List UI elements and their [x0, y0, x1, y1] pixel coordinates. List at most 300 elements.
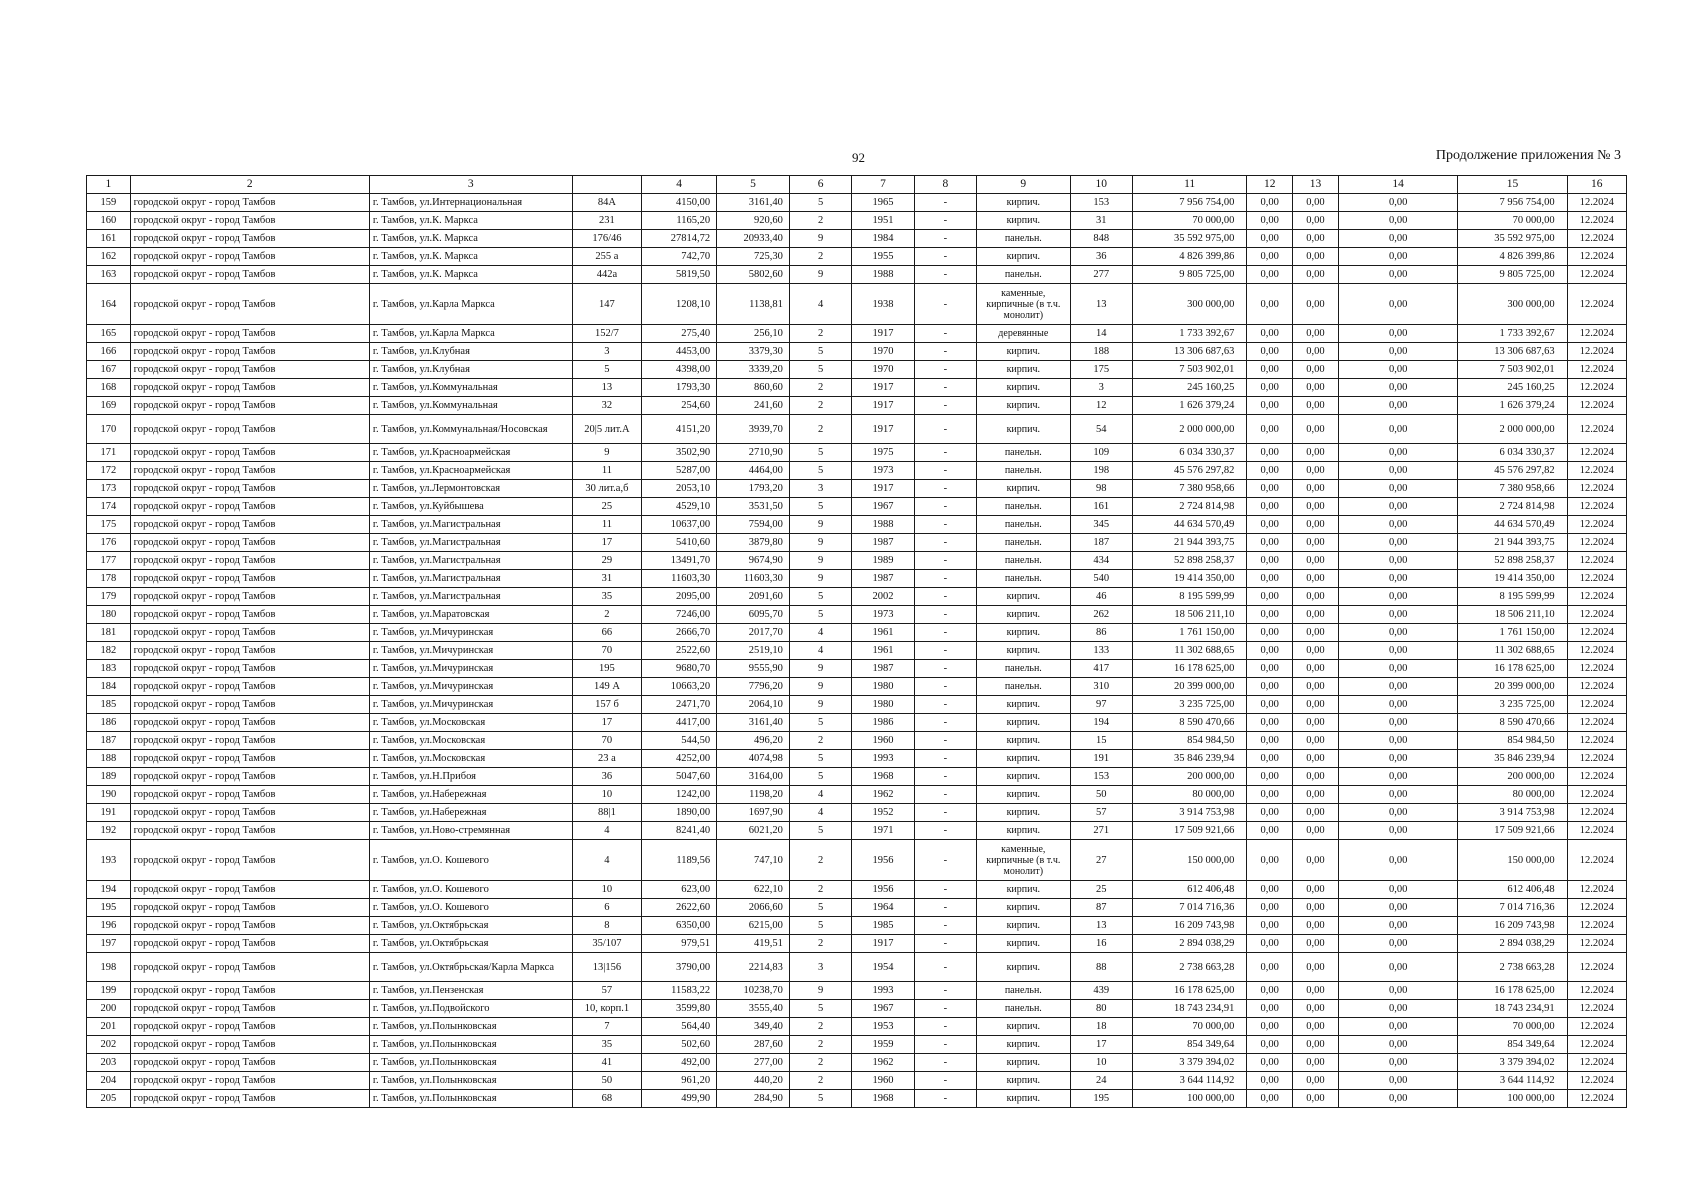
table-cell: 0,00 — [1247, 570, 1293, 588]
table-cell: 5287,00 — [642, 462, 717, 480]
table-cell: 12.2024 — [1567, 606, 1626, 624]
table-cell: 0,00 — [1293, 284, 1339, 325]
table-cell: 161 — [87, 230, 131, 248]
table-cell: 0,00 — [1247, 624, 1293, 642]
table-cell: 7 956 754,00 — [1458, 194, 1567, 212]
table-cell: 1189,56 — [642, 840, 717, 881]
table-cell: городской округ - город Тамбов — [130, 935, 369, 953]
table-cell: 52 898 258,37 — [1132, 552, 1246, 570]
table-cell: 17 — [572, 534, 642, 552]
table-cell: 17 — [1070, 1036, 1132, 1054]
table-cell: городской округ - город Тамбов — [130, 840, 369, 881]
table-cell: 7 380 958,66 — [1458, 480, 1567, 498]
table-cell: 192 — [87, 822, 131, 840]
table-cell: 2 724 814,98 — [1132, 498, 1246, 516]
table-cell: 0,00 — [1247, 935, 1293, 953]
table-cell: 0,00 — [1293, 750, 1339, 768]
table-cell: 35 592 975,00 — [1458, 230, 1567, 248]
table-cell: 193 — [87, 840, 131, 881]
table-cell: 12.2024 — [1567, 1036, 1626, 1054]
table-cell: 5 — [789, 361, 851, 379]
table-cell: 540 — [1070, 570, 1132, 588]
table-cell: 17 — [572, 714, 642, 732]
table-cell: 0,00 — [1247, 325, 1293, 343]
table-cell: 1917 — [852, 415, 914, 444]
table-cell: 440,20 — [717, 1072, 790, 1090]
table-cell: 5 — [789, 768, 851, 786]
table-cell: 32 — [572, 397, 642, 415]
table-cell: 499,90 — [642, 1090, 717, 1108]
table-cell: г. Тамбов, ул.Магистральная — [369, 534, 572, 552]
table-cell: 1989 — [852, 552, 914, 570]
table-cell: 5 — [789, 588, 851, 606]
table-cell: 564,40 — [642, 1018, 717, 1036]
table-cell: 188 — [87, 750, 131, 768]
table-cell: г. Тамбов, ул.Октябрьская — [369, 917, 572, 935]
table-cell: 1917 — [852, 379, 914, 397]
table-cell: 5819,50 — [642, 266, 717, 284]
table-cell: - — [914, 230, 976, 248]
table-cell: 0,00 — [1338, 212, 1458, 230]
table-cell: 0,00 — [1293, 343, 1339, 361]
table-cell: 622,10 — [717, 881, 790, 899]
table-cell: городской округ - город Тамбов — [130, 588, 369, 606]
table-cell: 1 733 392,67 — [1458, 325, 1567, 343]
table-cell: 1917 — [852, 397, 914, 415]
table-cell: 12.2024 — [1567, 588, 1626, 606]
table-cell: 12.2024 — [1567, 379, 1626, 397]
table-row — [87, 516, 1627, 534]
table-cell: городской округ - город Тамбов — [130, 480, 369, 498]
table-cell: 0,00 — [1338, 606, 1458, 624]
table-cell: 612 406,48 — [1132, 881, 1246, 899]
table-cell: 12.2024 — [1567, 953, 1626, 982]
table-cell: 6 034 330,37 — [1132, 444, 1246, 462]
table-cell: 0,00 — [1293, 953, 1339, 982]
table-cell: г. Тамбов, ул.Мичуринская — [369, 678, 572, 696]
table-cell: кирпич. — [977, 1072, 1071, 1090]
table-row — [87, 1090, 1627, 1108]
table-row — [87, 570, 1627, 588]
table-cell: - — [914, 935, 976, 953]
table-cell: 0,00 — [1293, 732, 1339, 750]
table-cell: 14 — [1070, 325, 1132, 343]
table-cell: 13 — [1070, 284, 1132, 325]
column-header: 11 — [1132, 176, 1246, 194]
table-cell: 9 805 725,00 — [1458, 266, 1567, 284]
table-cell: 176/46 — [572, 230, 642, 248]
table-cell: 159 — [87, 194, 131, 212]
table-cell: 742,70 — [642, 248, 717, 266]
table-cell: 3 379 394,02 — [1132, 1054, 1246, 1072]
table-cell: 0,00 — [1338, 361, 1458, 379]
table-cell: 3164,00 — [717, 768, 790, 786]
table-cell: 12.2024 — [1567, 552, 1626, 570]
table-cell: 1 761 150,00 — [1132, 624, 1246, 642]
table-cell: 177 — [87, 552, 131, 570]
table-cell: 2053,10 — [642, 480, 717, 498]
table-cell: 204 — [87, 1072, 131, 1090]
table-cell: 0,00 — [1247, 498, 1293, 516]
table-cell: городской округ - город Тамбов — [130, 642, 369, 660]
table-cell: 2 738 663,28 — [1132, 953, 1246, 982]
table-cell: 623,00 — [642, 881, 717, 899]
table-cell: 1 733 392,67 — [1132, 325, 1246, 343]
table-cell: 7 — [572, 1018, 642, 1036]
table-cell: 12.2024 — [1567, 1018, 1626, 1036]
table-cell: 3161,40 — [717, 194, 790, 212]
table-cell: 12.2024 — [1567, 840, 1626, 881]
table-cell: - — [914, 498, 976, 516]
table-cell: 162 — [87, 248, 131, 266]
table-cell: 4151,20 — [642, 415, 717, 444]
table-cell: городской округ - город Тамбов — [130, 1000, 369, 1018]
table-cell: 0,00 — [1338, 1000, 1458, 1018]
table-cell: 12.2024 — [1567, 768, 1626, 786]
table-cell: 36 — [572, 768, 642, 786]
table-cell: 0,00 — [1338, 768, 1458, 786]
table-cell: 1165,20 — [642, 212, 717, 230]
table-cell: г. Тамбов, ул.Московская — [369, 750, 572, 768]
table-cell: 0,00 — [1338, 1036, 1458, 1054]
table-cell: 197 — [87, 935, 131, 953]
table-cell: 31 — [572, 570, 642, 588]
table-cell: городской округ - город Тамбов — [130, 804, 369, 822]
table-cell: 13 306 687,63 — [1132, 343, 1246, 361]
table-cell: 1 761 150,00 — [1458, 624, 1567, 642]
table-cell: г. Тамбов, ул.Магистральная — [369, 588, 572, 606]
table-cell: 1967 — [852, 1000, 914, 1018]
table-cell: 0,00 — [1293, 1054, 1339, 1072]
table-row — [87, 230, 1627, 248]
table-cell: 12.2024 — [1567, 624, 1626, 642]
table-cell: 0,00 — [1338, 266, 1458, 284]
table-cell: 194 — [1070, 714, 1132, 732]
table-cell: 2 — [789, 1018, 851, 1036]
table-cell: городской округ - город Тамбов — [130, 624, 369, 642]
table-cell: 0,00 — [1293, 212, 1339, 230]
table-cell: 0,00 — [1338, 696, 1458, 714]
table-cell: 149 А — [572, 678, 642, 696]
table-cell: панельн. — [977, 570, 1071, 588]
table-row — [87, 1000, 1627, 1018]
table-cell: 175 — [87, 516, 131, 534]
table-cell: 747,10 — [717, 840, 790, 881]
table-cell: кирпич. — [977, 732, 1071, 750]
table-cell: г. Тамбов, ул.Магистральная — [369, 552, 572, 570]
table-cell: 16 178 625,00 — [1458, 660, 1567, 678]
table-cell: 854 984,50 — [1132, 732, 1246, 750]
table-cell: 30 лит.а,б — [572, 480, 642, 498]
table-row — [87, 552, 1627, 570]
table-cell: 5 — [789, 1000, 851, 1018]
table-cell: 0,00 — [1247, 606, 1293, 624]
table-cell: 245 160,25 — [1132, 379, 1246, 397]
table-cell: 0,00 — [1293, 678, 1339, 696]
table-cell: 502,60 — [642, 1036, 717, 1054]
table-cell: 9 — [789, 660, 851, 678]
table-cell: 198 — [87, 953, 131, 982]
table-cell: 0,00 — [1247, 786, 1293, 804]
table-cell: 0,00 — [1293, 660, 1339, 678]
table-cell: 2 — [789, 881, 851, 899]
table-cell: 2002 — [852, 588, 914, 606]
table-cell: - — [914, 786, 976, 804]
table-cell: 16 — [1070, 935, 1132, 953]
table-cell: панельн. — [977, 498, 1071, 516]
table-cell: г. Тамбов, ул.Клубная — [369, 343, 572, 361]
table-row — [87, 194, 1627, 212]
table-cell: 284,90 — [717, 1090, 790, 1108]
table-cell: 3 644 114,92 — [1132, 1072, 1246, 1090]
table-cell: 0,00 — [1338, 678, 1458, 696]
table-cell: 0,00 — [1247, 881, 1293, 899]
table-cell: 12.2024 — [1567, 881, 1626, 899]
table-cell: 1917 — [852, 935, 914, 953]
table-cell: городской округ - город Тамбов — [130, 230, 369, 248]
table-cell: 6095,70 — [717, 606, 790, 624]
table-cell: 0,00 — [1247, 266, 1293, 284]
table-cell: 15 — [1070, 732, 1132, 750]
table-cell: 100 000,00 — [1458, 1090, 1567, 1108]
table-cell: 46 — [1070, 588, 1132, 606]
table-cell: 0,00 — [1338, 552, 1458, 570]
table-cell: 254,60 — [642, 397, 717, 415]
table-cell: 7 014 716,36 — [1132, 899, 1246, 917]
table-cell: - — [914, 1036, 976, 1054]
table-cell: - — [914, 840, 976, 881]
table-cell: 0,00 — [1293, 444, 1339, 462]
table-cell: 0,00 — [1247, 917, 1293, 935]
table-cell: - — [914, 444, 976, 462]
table-cell: 0,00 — [1293, 1036, 1339, 1054]
table-cell: 25 — [1070, 881, 1132, 899]
table-cell: 0,00 — [1338, 194, 1458, 212]
table-cell: - — [914, 660, 976, 678]
table-cell: 1793,30 — [642, 379, 717, 397]
table-cell: кирпич. — [977, 397, 1071, 415]
table-cell: 3 — [572, 343, 642, 361]
table-cell: - — [914, 212, 976, 230]
table-cell: - — [914, 982, 976, 1000]
table-cell: 12.2024 — [1567, 248, 1626, 266]
table-cell: кирпич. — [977, 361, 1071, 379]
table-cell: 87 — [1070, 899, 1132, 917]
table-cell: 12.2024 — [1567, 804, 1626, 822]
table-cell: 0,00 — [1247, 768, 1293, 786]
table-cell: 5 — [789, 750, 851, 768]
table-cell: 8 195 599,99 — [1132, 588, 1246, 606]
table-cell: 0,00 — [1247, 804, 1293, 822]
table-cell: 153 — [1070, 768, 1132, 786]
table-cell: 176 — [87, 534, 131, 552]
table-cell: 9 — [572, 444, 642, 462]
table-cell: 2 — [789, 212, 851, 230]
table-cell: 1953 — [852, 1018, 914, 1036]
table-cell: - — [914, 552, 976, 570]
table-cell: 0,00 — [1247, 840, 1293, 881]
table-cell: г. Тамбов, ул.О. Кошевого — [369, 881, 572, 899]
table-cell: 7796,20 — [717, 678, 790, 696]
table-cell: 5 — [789, 194, 851, 212]
table-cell: 2522,60 — [642, 642, 717, 660]
table-cell: 245 160,25 — [1458, 379, 1567, 397]
table-cell: городской округ - город Тамбов — [130, 1018, 369, 1036]
table-cell: г. Тамбов, ул.Магистральная — [369, 516, 572, 534]
table-cell: 0,00 — [1338, 840, 1458, 881]
table-cell: 0,00 — [1338, 230, 1458, 248]
table-cell: 2 — [789, 397, 851, 415]
table-cell: 17 509 921,66 — [1132, 822, 1246, 840]
column-header — [572, 176, 642, 194]
table-row — [87, 343, 1627, 361]
table-cell: 70 000,00 — [1132, 1018, 1246, 1036]
table-cell: 0,00 — [1338, 248, 1458, 266]
table-row — [87, 379, 1627, 397]
table-cell: - — [914, 804, 976, 822]
table-cell: 0,00 — [1247, 230, 1293, 248]
table-cell: городской округ - город Тамбов — [130, 732, 369, 750]
table-cell: - — [914, 714, 976, 732]
table-cell: 3 235 725,00 — [1458, 696, 1567, 714]
table-row — [87, 953, 1627, 982]
table-cell: городской округ - город Тамбов — [130, 397, 369, 415]
table-cell: 179 — [87, 588, 131, 606]
table-cell: 19 414 350,00 — [1458, 570, 1567, 588]
table-cell: панельн. — [977, 534, 1071, 552]
table-cell: 0,00 — [1338, 750, 1458, 768]
table-cell: 203 — [87, 1054, 131, 1072]
table-cell: 0,00 — [1338, 1072, 1458, 1090]
table-cell: 172 — [87, 462, 131, 480]
table-cell: 5410,60 — [642, 534, 717, 552]
table-cell: городской округ - город Тамбов — [130, 284, 369, 325]
table-cell: кирпич. — [977, 953, 1071, 982]
table-cell: 9 — [789, 982, 851, 1000]
table-cell: 178 — [87, 570, 131, 588]
table-cell: 0,00 — [1247, 953, 1293, 982]
table-cell: 4464,00 — [717, 462, 790, 480]
table-cell: городской округ - город Тамбов — [130, 678, 369, 696]
table-cell: 12.2024 — [1567, 899, 1626, 917]
table-cell: 12.2024 — [1567, 284, 1626, 325]
table-cell: 189 — [87, 768, 131, 786]
table-cell: 860,60 — [717, 379, 790, 397]
table-cell: 11 302 688,65 — [1458, 642, 1567, 660]
table-cell: 11 302 688,65 — [1132, 642, 1246, 660]
table-cell: 0,00 — [1247, 361, 1293, 379]
table-cell: 1198,20 — [717, 786, 790, 804]
table-cell: 5 — [789, 822, 851, 840]
table-cell: кирпич. — [977, 768, 1071, 786]
column-header: 2 — [130, 176, 369, 194]
table-cell: г. Тамбов, ул.Ново-стремянная — [369, 822, 572, 840]
table-cell: городской округ - город Тамбов — [130, 325, 369, 343]
table-cell: 12.2024 — [1567, 397, 1626, 415]
table-cell: 57 — [1070, 804, 1132, 822]
table-cell: 3599,80 — [642, 1000, 717, 1018]
table-cell: 0,00 — [1338, 516, 1458, 534]
column-header: 15 — [1458, 176, 1567, 194]
table-cell: 0,00 — [1338, 397, 1458, 415]
table-cell: 41 — [572, 1054, 642, 1072]
table-cell: 4398,00 — [642, 361, 717, 379]
table-cell: 12.2024 — [1567, 935, 1626, 953]
table-cell: кирпич. — [977, 343, 1071, 361]
table-cell: 2 — [789, 379, 851, 397]
table-cell: панельн. — [977, 444, 1071, 462]
column-header: 6 — [789, 176, 851, 194]
table-cell: 854 349,64 — [1132, 1036, 1246, 1054]
table-row — [87, 444, 1627, 462]
table-cell: 2 — [572, 606, 642, 624]
table-cell: 0,00 — [1247, 1000, 1293, 1018]
table-cell: - — [914, 248, 976, 266]
table-cell: 18 743 234,91 — [1458, 1000, 1567, 1018]
table-cell: - — [914, 266, 976, 284]
table-cell: 1960 — [852, 1072, 914, 1090]
table-cell: 0,00 — [1338, 379, 1458, 397]
table-cell: 88 — [1070, 953, 1132, 982]
table-cell: 16 178 625,00 — [1132, 660, 1246, 678]
table-cell: 2 — [789, 1036, 851, 1054]
table-row — [87, 480, 1627, 498]
table-cell: 19 414 350,00 — [1132, 570, 1246, 588]
table-cell: 5 — [789, 462, 851, 480]
table-cell: 0,00 — [1293, 516, 1339, 534]
table-cell: 0,00 — [1293, 804, 1339, 822]
table-cell: 35/107 — [572, 935, 642, 953]
table-cell: - — [914, 570, 976, 588]
table-cell: 0,00 — [1293, 899, 1339, 917]
table-cell: 0,00 — [1247, 516, 1293, 534]
table-cell: 174 — [87, 498, 131, 516]
column-header: 9 — [977, 176, 1071, 194]
table-cell: городской округ - город Тамбов — [130, 750, 369, 768]
table-cell: - — [914, 462, 976, 480]
table-cell: 10 — [572, 881, 642, 899]
table-cell: г. Тамбов, ул.Коммунальная — [369, 397, 572, 415]
table-cell: 50 — [572, 1072, 642, 1090]
table-cell: г. Тамбов, ул.О. Кошевого — [369, 840, 572, 881]
table-cell: - — [914, 361, 976, 379]
table-cell: 3 — [789, 480, 851, 498]
table-cell: 0,00 — [1293, 480, 1339, 498]
table-cell: 310 — [1070, 678, 1132, 696]
table-cell: 2 — [789, 325, 851, 343]
table-cell: панельн. — [977, 982, 1071, 1000]
table-cell: г. Тамбов, ул.Октябрьская — [369, 935, 572, 953]
table-cell: 17 509 921,66 — [1458, 822, 1567, 840]
table-row — [87, 325, 1627, 343]
table-cell: 2064,10 — [717, 696, 790, 714]
table-cell: 277,00 — [717, 1054, 790, 1072]
table-cell: 168 — [87, 379, 131, 397]
table-cell: 854 349,64 — [1458, 1036, 1567, 1054]
table-cell: 275,40 — [642, 325, 717, 343]
table-cell: кирпич. — [977, 804, 1071, 822]
table-cell: 0,00 — [1247, 714, 1293, 732]
table-cell: 0,00 — [1293, 840, 1339, 881]
table-cell: 70 — [572, 642, 642, 660]
table-cell: 12.2024 — [1567, 678, 1626, 696]
table-cell: кирпич. — [977, 212, 1071, 230]
table-cell: 164 — [87, 284, 131, 325]
table-cell: 3161,40 — [717, 714, 790, 732]
table-cell: г. Тамбов, ул.Мичуринская — [369, 642, 572, 660]
table-cell: 0,00 — [1338, 343, 1458, 361]
table-cell: кирпич. — [977, 415, 1071, 444]
